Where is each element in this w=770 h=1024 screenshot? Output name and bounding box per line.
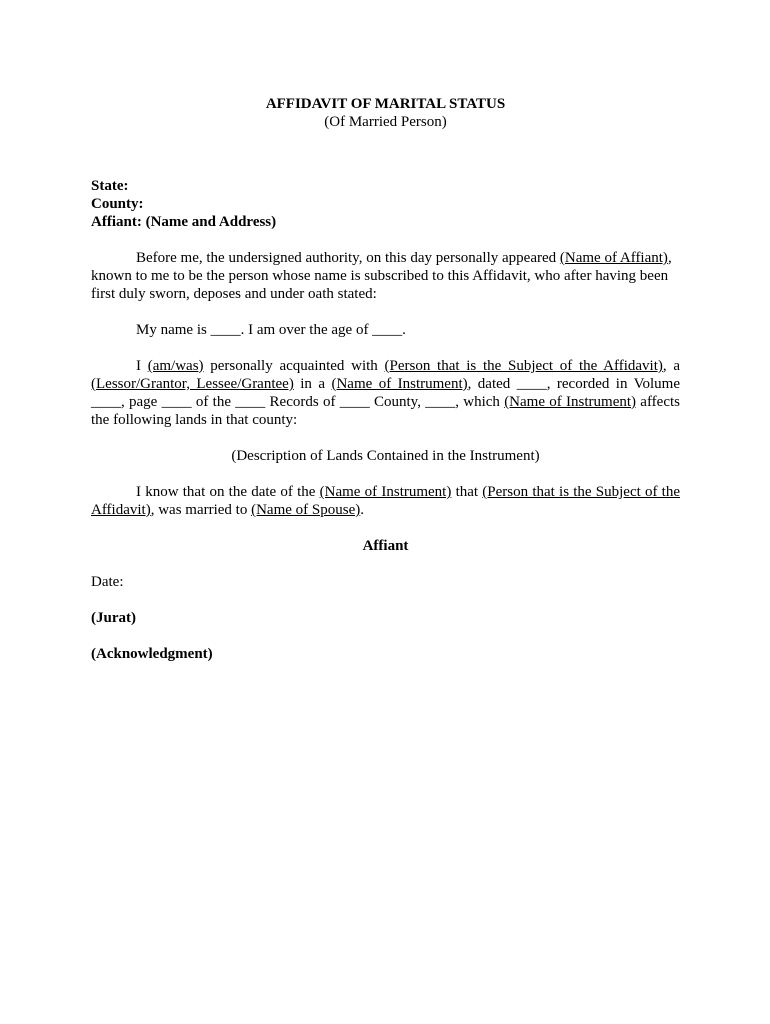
para3-text2: personally acquainted with [203,358,385,374]
caption-block [91,177,680,231]
paragraph-name-age: My name is ____. I am over the age of ____. [136,322,406,338]
para3-text4: in a [293,376,332,392]
para1-text2: , known to me to be the person whose name is subscribed to this Affidavit, who after having been first duly sworn, deposes and under oath stated: [91,250,672,302]
placeholder-subject-person-2: (Person that is the Subject of the Affidavit) [91,484,681,518]
affiant-signature-label: Affiant [362,538,409,554]
placeholder-name-of-spouse: (Name of Spouse) [251,502,361,518]
date-label: Date: [91,574,124,590]
placeholder-name-of-instrument: (Name of Instrument) [331,376,468,392]
placeholder-lessor-grantor: (Lessor/Grantor, Lessee/Grantee) [91,376,294,392]
placeholder-name-of-affiant: (Name of Affiant) [559,250,668,266]
para5-text2: that [451,484,483,500]
para5-text3: , was married to [150,502,252,518]
para5-text4: . [360,502,364,518]
para3-text3: , a [662,358,680,374]
caption-affiant: Affiant: (Name and Address) [91,214,277,230]
placeholder-name-of-instrument-2: (Name of Instrument) [504,394,637,410]
document-body [91,95,680,663]
acknowledgment-label: (Acknowledgment) [91,646,213,662]
para3-text5: , dated ____, recorded in Volume ____, page ____ of the ____ Records of ____ County, ____, which [91,376,680,410]
placeholder-am-was: (am/was) [147,358,204,374]
placeholder-subject-person: (Person that is the Subject of the Affidavit) [384,358,663,374]
para3-text6: affects the following lands in that county: [91,394,681,428]
paragraph-appearance [91,249,680,303]
paragraph-land-description: (Description of Lands Contained in the Instrument) [231,448,540,464]
caption-county: County: [91,196,144,212]
paragraph-marriage [91,483,680,519]
document-title: AFFIDAVIT OF MARITAL STATUS [265,96,506,112]
para1-text1: Before me, the undersigned authority, on this day personally appeared [136,250,560,266]
paragraph-acquaintance [91,357,680,429]
jurat-label: (Jurat) [91,610,136,626]
para3-text1: I [136,358,148,374]
placeholder-name-of-instrument-3: (Name of Instrument) [319,484,452,500]
document-subtitle: (Of Married Person) [324,114,447,130]
caption-state: State: [91,178,129,194]
para5-text1: I know that on the date of the [136,484,320,500]
